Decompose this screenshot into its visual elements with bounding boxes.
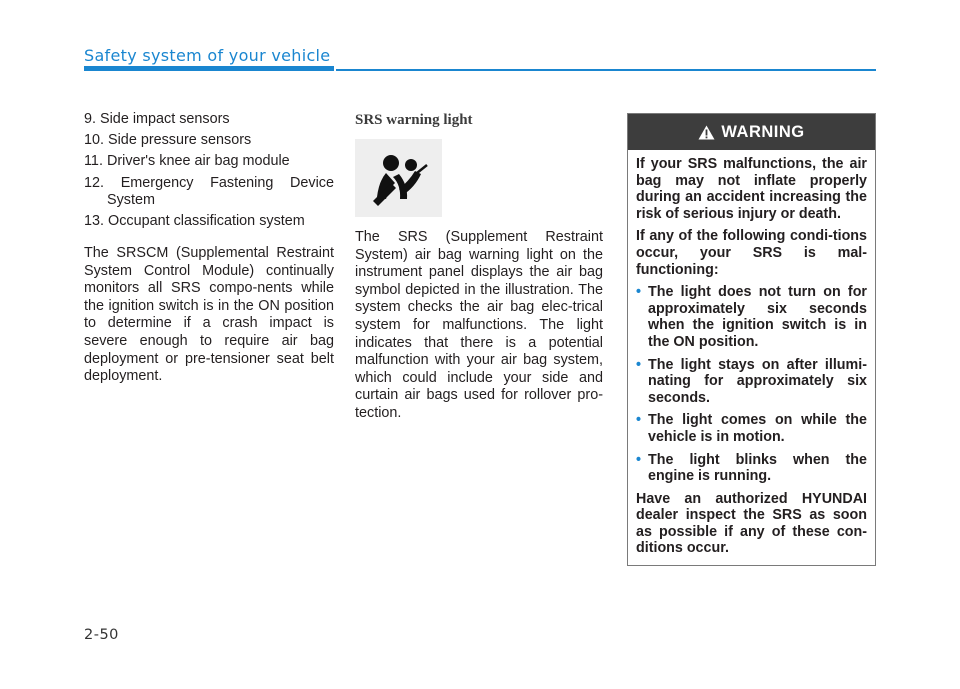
- warning-box: [627, 113, 876, 566]
- warning-header: [628, 114, 875, 150]
- bullet-icon: •: [636, 412, 642, 429]
- list-item: 11. Driver's knee air bag module: [84, 153, 290, 170]
- section-title: Safety system of your vehicle: [84, 46, 331, 65]
- warning-body: [628, 150, 875, 557]
- list-item: 13. Occupant classification system: [84, 213, 305, 230]
- bullet-icon: •: [636, 451, 642, 468]
- component-list: [84, 111, 334, 231]
- header-rule-thick: [84, 66, 334, 71]
- warning-triangle-icon: [698, 125, 715, 140]
- warning-paragraph: Have an authorized HYUNDAI dealer inspect the SRS as soon as possible if any of these con-ditions occur.: [636, 490, 867, 557]
- middle-column: [355, 111, 603, 423]
- bullet-icon: •: [636, 284, 642, 301]
- list-item: 10. Side pressure sensors: [84, 132, 252, 149]
- list-item: • The light comes on while the vehicle is in motion.: [636, 412, 867, 445]
- list-item: • The light blinks when the engine is running.: [636, 451, 867, 485]
- warning-paragraph: If your SRS malfunctions, the air bag may not inflate properly during an accident increasing the risk of serious injury or death.: [636, 156, 867, 222]
- warning-label: WARNING: [721, 122, 805, 141]
- header-rule-thin: [336, 69, 876, 71]
- malfunction-list: [636, 284, 867, 485]
- list-item: 12. Emergency Fastening Device System: [84, 174, 334, 209]
- page-number: 2-50: [84, 627, 119, 643]
- airbag-warning-icon: [355, 139, 442, 217]
- srs-description-paragraph: The SRS (Supplement Restraint System) air bag warning light on the instrument panel displays the air bag symbol depicted in the illustration. The system checks the air bag elec-trical system for malfunctions. The light indicates that there is a potential malfunction with your air bag system, which could include your side and curtain air bags used for rollover pro-tection.: [355, 229, 603, 421]
- left-column: [84, 111, 334, 386]
- warning-paragraph: If any of the following condi-tions occur, your SRS is mal-functioning:: [636, 228, 867, 278]
- bullet-icon: •: [636, 356, 642, 373]
- list-item: • The light stays on after illumi-nating for approximately six seconds.: [636, 356, 867, 406]
- list-item: • The light does not turn on for approximately six seconds when the ignition switch is in the ON position.: [636, 284, 867, 350]
- list-item: 9. Side impact sensors: [84, 111, 230, 127]
- srscm-paragraph: The SRSCM (Supplemental Restraint System Control Module) continually monitors all SRS compo-nents while the ignition switch is in the ON position to determine if a crash impact is severe enough to require air bag deployment or pre-tensioner seat belt deployment.: [84, 244, 334, 385]
- srs-warning-light-heading: SRS warning light: [355, 112, 473, 128]
